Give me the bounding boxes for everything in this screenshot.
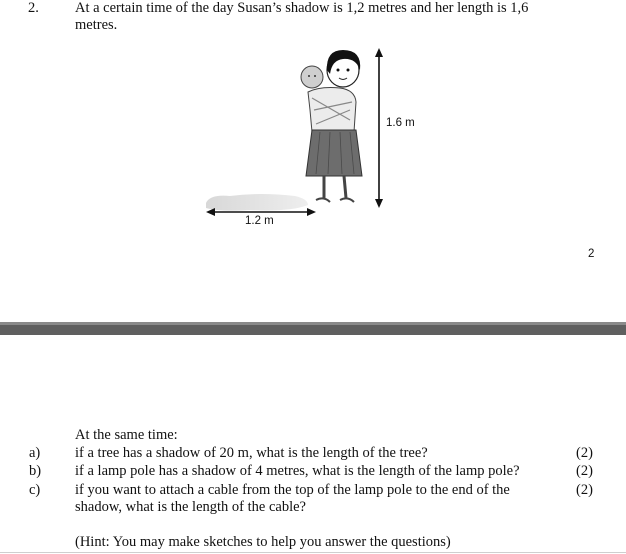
subquestion-letter-a: a)	[29, 445, 41, 461]
subquestion-text-c: if you want to attach a cable from the top of the lamp pole to the end of the shadow, what is the length of the cable?	[75, 482, 510, 515]
susan-figure	[301, 50, 362, 202]
subquestions-intro: At the same time:	[75, 427, 178, 443]
subquestion-text-b: if a lamp pole has a shadow of 4 metres, what is the length of the lamp pole?	[75, 463, 520, 479]
susan-shadow-figure	[190, 40, 430, 230]
bottom-divider	[0, 552, 626, 553]
shadow-shape	[206, 194, 308, 211]
question-number: 2.	[28, 0, 39, 16]
subquestion-marks-c: (2)	[576, 482, 593, 498]
subquestion-marks-a: (2)	[576, 445, 593, 461]
question-text: At a certain time of the day Susan’s shadow is 1,2 metres and her length is 1,6 metres.	[75, 0, 529, 33]
height-label: 1.6 m	[386, 117, 415, 129]
page-break-edge	[0, 322, 626, 325]
page-number: 2	[588, 248, 595, 260]
subquestion-text-a: if a tree has a shadow of 20 m, what is the length of the tree?	[75, 445, 428, 461]
hint-text: (Hint: You may make sketches to help you answer the questions)	[75, 534, 451, 550]
height-arrow	[375, 48, 383, 208]
subquestion-letter-c: c)	[29, 482, 41, 498]
subquestion-marks-b: (2)	[576, 463, 593, 479]
shadow-label: 1.2 m	[245, 215, 274, 227]
subquestion-letter-b: b)	[29, 463, 42, 479]
